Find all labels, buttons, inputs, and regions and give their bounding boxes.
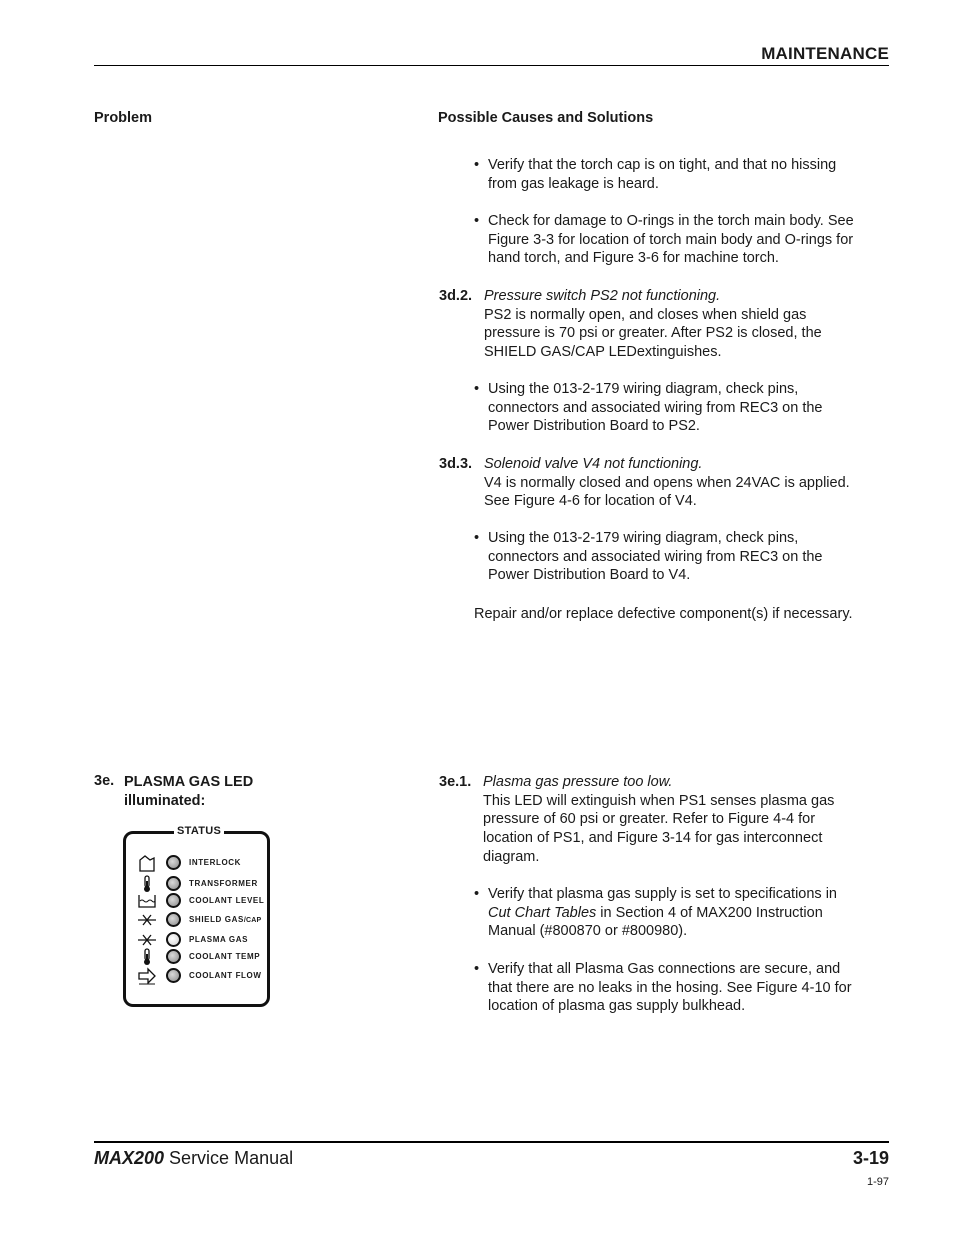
- text-line: pressure of 60 psi or greater. Refer to Figure 4-4 for: [483, 811, 816, 828]
- status-led: [166, 949, 181, 964]
- page-number: 3-19: [852, 1148, 889, 1168]
- bullet-dot: •: [474, 213, 480, 229]
- cause-3e1-body: [483, 773, 888, 867]
- footer-manual-title: [94, 1148, 293, 1169]
- bullet-dot: •: [474, 530, 480, 546]
- cause-3d2-title: Pressure switch PS2 not functioning.: [484, 288, 721, 304]
- footer-rule: [94, 1141, 889, 1143]
- text-line: diagram.: [483, 848, 540, 865]
- text-line: Power Distribution Board to V4.: [488, 567, 691, 584]
- status-row-interlock: [134, 854, 270, 872]
- text-line: Figure 3-3 for location of torch main body and O-rings for: [488, 231, 854, 248]
- cause-3e1-number: 3e.1.: [439, 774, 472, 790]
- problem-3e-number: 3e.: [94, 773, 115, 789]
- text-line: Verify that the torch cap is on tight, and that no hissing: [488, 157, 837, 173]
- status-row-coolant-temp: [134, 948, 270, 966]
- cause-3d2-number: 3d.2.: [439, 288, 473, 304]
- status-row-transformer: [134, 875, 270, 893]
- status-row-coolant-flow: [134, 967, 270, 985]
- cause-3d3-number: 3d.3.: [439, 456, 473, 472]
- coolant-level-icon: [137, 892, 157, 910]
- text-line: illuminated:: [124, 792, 206, 809]
- bullet-dot: •: [474, 961, 480, 977]
- text-line: PS2 is normally open, and closes when shield gas: [484, 306, 807, 323]
- status-label: COOLANT FLOW: [189, 971, 262, 980]
- thermometer-icon: [137, 875, 157, 893]
- repair-note: Repair and/or replace defective component(s) if necessary.: [474, 606, 853, 622]
- status-led: [166, 912, 181, 927]
- text-line: location of plasma gas supply bulkhead.: [488, 998, 746, 1015]
- status-led: [166, 932, 181, 947]
- shield-gas-icon: [137, 911, 157, 929]
- cut-chart-tables-ref: Cut Chart Tables: [488, 904, 597, 921]
- problem-3e-title: [124, 773, 253, 810]
- text-line: that there are no leaks in the hosing. See Figure 4-10 for: [488, 979, 852, 996]
- cause-3d3-body: [484, 455, 884, 511]
- section-title: MAINTENANCE: [761, 44, 889, 63]
- status-row-shield-gas: [134, 911, 270, 929]
- bullet-dot: •: [474, 157, 480, 173]
- text-line: connectors and associated wiring from REC3 on the: [488, 399, 823, 416]
- status-label: SHIELD GAS/CAP: [189, 915, 262, 924]
- status-led: [166, 876, 181, 891]
- status-panel: [123, 825, 270, 1007]
- thermometer-icon: [137, 948, 157, 966]
- text-line: SHIELD GAS/CAP LEDextinguishes.: [484, 344, 722, 361]
- status-label: TRANSFORMER: [189, 879, 258, 888]
- text-line: pressure is 70 psi or greater. After PS2 is closed, the: [484, 325, 822, 342]
- text-line: Check for damage to O-rings in the torch main body. See: [488, 213, 854, 229]
- bullet-dot: •: [474, 886, 480, 902]
- product-name: MAX200: [94, 1148, 165, 1168]
- text-line: Using the 013-2-179 wiring diagram, check pins,: [488, 381, 799, 397]
- text-line: V4 is normally closed and opens when 24VAC is applied.: [484, 474, 850, 491]
- causes-column-heading: Possible Causes and Solutions: [438, 110, 654, 126]
- problem-column-heading: Problem: [94, 110, 153, 126]
- text-line: hand torch, and Figure 3-6 for machine torch.: [488, 250, 779, 267]
- status-led: [166, 855, 181, 870]
- text-line: See Figure 4-6 for location of V4.: [484, 493, 697, 510]
- text-line: Cut Chart Tables in Section 4 of MAX200 Instruction: [488, 904, 823, 921]
- bullet-dot: •: [474, 381, 480, 397]
- text-line: connectors and associated wiring from REC3 on the: [488, 548, 823, 565]
- status-row-coolant-level: [134, 892, 270, 910]
- status-label: INTERLOCK: [189, 858, 242, 867]
- text-line: location of PS1, and Figure 3-14 for gas interconnect: [483, 830, 823, 847]
- plasma-gas-icon: [137, 931, 157, 949]
- header-rule: [94, 65, 889, 66]
- text-line: Verify that plasma gas supply is set to specifications in: [488, 886, 837, 902]
- status-label: PLASMA GAS: [189, 935, 249, 944]
- status-label: COOLANT TEMP: [189, 952, 261, 961]
- text-line: from gas leakage is heard.: [488, 175, 659, 192]
- text-line: PLASMA GAS LED: [124, 774, 254, 790]
- manual-name: Service Manual: [169, 1148, 294, 1168]
- text-line: Verify that all Plasma Gas connections are secure, and: [488, 961, 841, 977]
- text-line: Power Distribution Board to PS2.: [488, 418, 700, 435]
- revision-date: 1-97: [866, 1176, 889, 1188]
- cause-3d2-body: [484, 287, 884, 362]
- status-led: [166, 893, 181, 908]
- status-label: COOLANT LEVEL: [189, 896, 265, 905]
- text-line: This LED will extinguish when PS1 senses plasma gas: [483, 792, 835, 809]
- flow-arrow-icon: [137, 967, 157, 985]
- cause-3d3-title: Solenoid valve V4 not functioning.: [484, 456, 703, 472]
- cause-3e1-title: Plasma gas pressure too low.: [483, 774, 673, 790]
- status-row-plasma-gas: [134, 931, 270, 949]
- status-panel-title: STATUS: [174, 825, 224, 837]
- interlock-icon: [137, 854, 157, 872]
- text-line: Manual (#800870 or #800980).: [488, 923, 688, 940]
- text-line: Using the 013-2-179 wiring diagram, check pins,: [488, 530, 799, 546]
- status-led: [166, 968, 181, 983]
